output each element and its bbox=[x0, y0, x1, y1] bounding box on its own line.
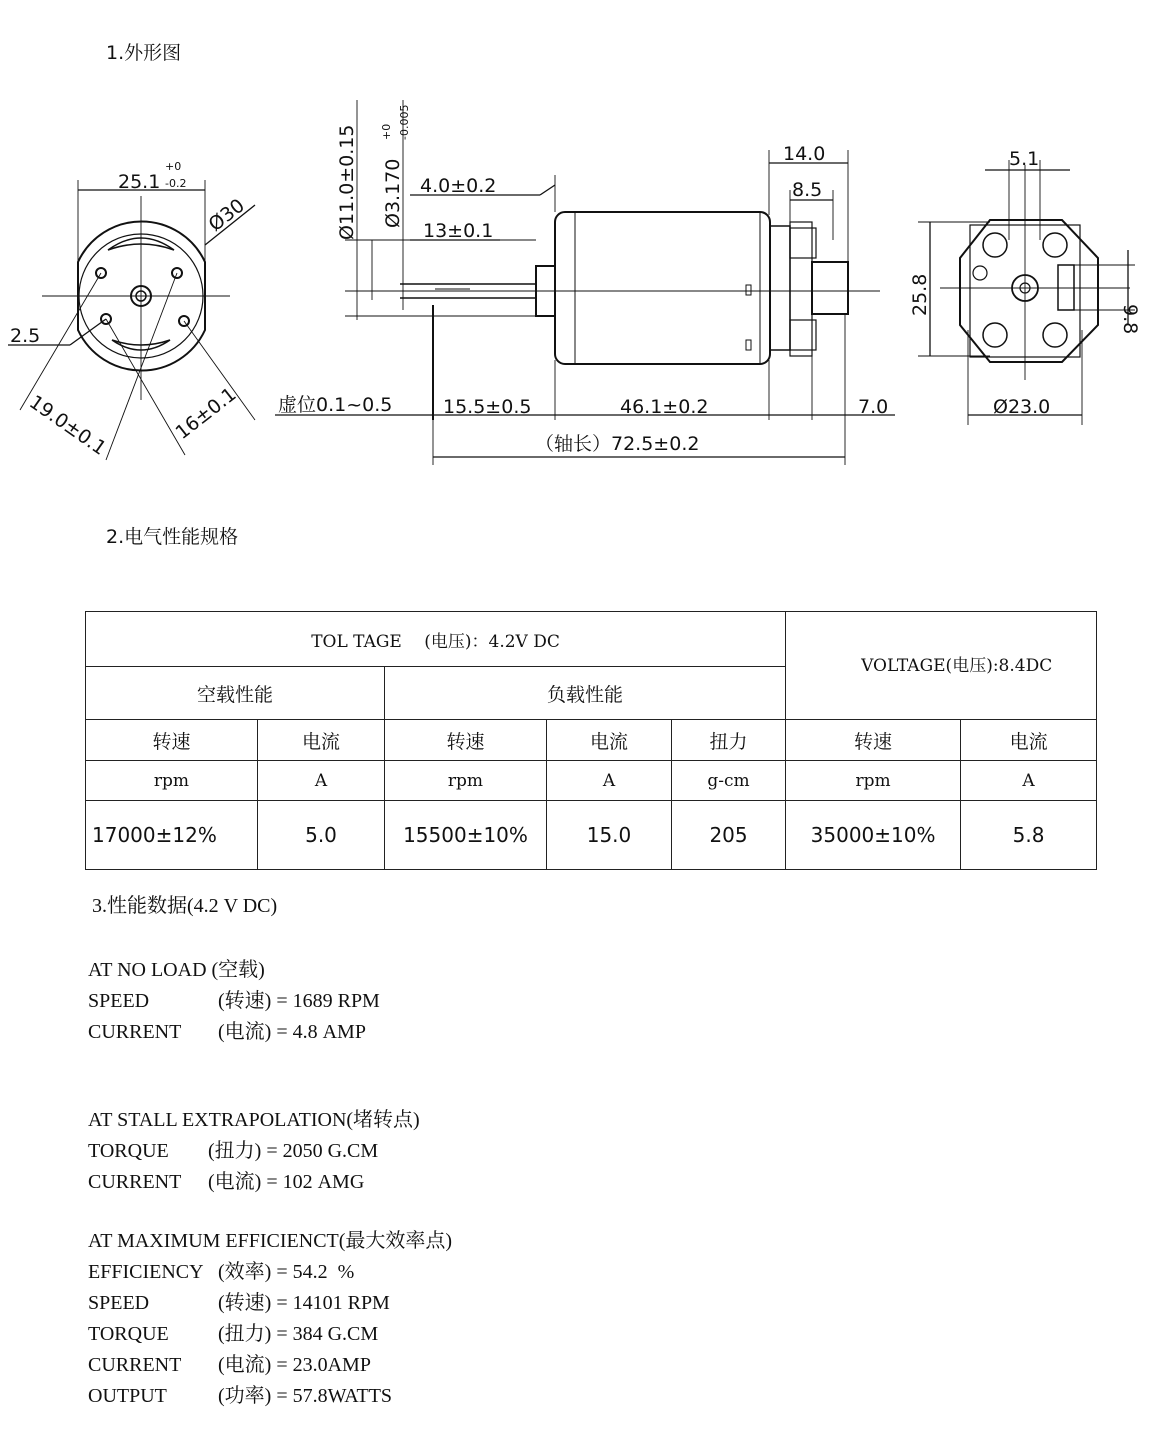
header-torque: 扭力 bbox=[672, 720, 786, 761]
rear-len-25-8: 25.8 bbox=[909, 273, 931, 316]
header-speed: 转速 bbox=[385, 720, 547, 761]
row-value: (转速) = 1689 RPM bbox=[218, 990, 380, 1012]
row-value: (转速) = 14101 RPM bbox=[218, 1292, 390, 1314]
no-load-header: 空载性能 bbox=[86, 667, 385, 720]
side-len-8-5: 8.5 bbox=[792, 179, 823, 201]
row-value: (扭力) = 384 G.CM bbox=[218, 1323, 379, 1345]
rear-len-9-8: 9.8 bbox=[1119, 304, 1141, 335]
unit-cell: A bbox=[547, 761, 672, 801]
row-label: CURRENT bbox=[88, 1171, 182, 1193]
data-row bbox=[88, 1257, 452, 1288]
data-row bbox=[88, 1319, 452, 1350]
voltage-4-2-header: TOL TAGE (电压)：4.2V DC bbox=[86, 612, 786, 667]
data-row bbox=[88, 1288, 452, 1319]
rear-dia-23: Ø23.0 bbox=[993, 396, 1051, 418]
row-value: (电流) = 23.0AMP bbox=[218, 1354, 371, 1376]
data-row bbox=[88, 1350, 452, 1381]
side-len-15-5: 15.5±0.5 bbox=[443, 396, 532, 418]
front-diameter-label: Ø30 bbox=[204, 194, 249, 236]
data-row bbox=[88, 1167, 420, 1198]
row-label: CURRENT bbox=[88, 1354, 182, 1376]
section1-title: 1.外形图 bbox=[106, 42, 182, 64]
value-cell: 5.8 bbox=[961, 801, 1097, 870]
unit-cell: g-cm bbox=[672, 761, 786, 801]
side-shaft-dia: Ø3.170 bbox=[382, 158, 404, 228]
side-shaft-tol-lower: -0.005 bbox=[398, 104, 411, 140]
value-cell: 15500±10% bbox=[385, 801, 547, 870]
row-value: (扭力) = 2050 G.CM bbox=[208, 1140, 379, 1162]
side-len-14: 14.0 bbox=[783, 143, 826, 165]
load-header: 负载性能 bbox=[385, 667, 786, 720]
value-cell: 15.0 bbox=[547, 801, 672, 870]
front-width-tol-lower: -0.2 bbox=[165, 177, 187, 190]
side-boss-dia: Ø11.0±0.15 bbox=[336, 124, 358, 240]
side-len-46-1: 46.1±0.2 bbox=[620, 396, 709, 418]
row-label: SPEED bbox=[88, 990, 150, 1012]
value-cell: 35000±10% bbox=[786, 801, 961, 870]
data-row bbox=[88, 1136, 420, 1167]
data-row bbox=[88, 1017, 380, 1048]
header-current: 电流 bbox=[961, 720, 1097, 761]
stall-heading: AT STALL EXTRAPOLATION(堵转点) bbox=[88, 1109, 420, 1131]
value-cell: 5.0 bbox=[258, 801, 385, 870]
row-label: CURRENT bbox=[88, 1021, 182, 1043]
rear-len-5-1: 5.1 bbox=[1009, 148, 1040, 170]
no-load-heading: AT NO LOAD (空载) bbox=[88, 959, 265, 981]
side-shaft-total: （轴长）72.5±0.2 bbox=[535, 433, 700, 455]
outline-drawing bbox=[0, 0, 1157, 500]
row-value: (功率) = 57.8WATTS bbox=[218, 1385, 393, 1407]
value-cell: 17000±12% bbox=[86, 801, 258, 870]
unit-cell: rpm bbox=[385, 761, 547, 801]
section3-title: 3.性能数据(4.2 V DC) bbox=[92, 895, 278, 917]
side-virtual: 虚位0.1~0.5 bbox=[278, 394, 393, 416]
max-efficiency-block bbox=[88, 1226, 452, 1412]
front-width-tol-upper: +0 bbox=[165, 160, 182, 173]
unit-cell: rpm bbox=[86, 761, 258, 801]
data-row bbox=[88, 986, 380, 1017]
max-efficiency-heading: AT MAXIMUM EFFICIENCT(最大效率点) bbox=[88, 1230, 453, 1252]
row-value: (效率) = 54.2 % bbox=[218, 1261, 355, 1283]
side-len-7: 7.0 bbox=[858, 396, 889, 418]
front-width-label: 25.1 bbox=[118, 171, 161, 193]
rear-view bbox=[918, 160, 1135, 425]
electrical-spec-table bbox=[85, 611, 1097, 870]
stall-block bbox=[88, 1105, 420, 1198]
voltage-8-4-header: VOLTAGE(电压):8.4DC bbox=[786, 612, 1097, 720]
section2-title: 2.电气性能规格 bbox=[106, 526, 239, 548]
unit-cell: A bbox=[258, 761, 385, 801]
row-label: OUTPUT bbox=[88, 1385, 167, 1407]
row-label: TORQUE bbox=[88, 1140, 169, 1162]
header-speed: 转速 bbox=[86, 720, 258, 761]
row-value: (电流) = 102 AMG bbox=[208, 1171, 365, 1193]
side-flat-len2: 13±0.1 bbox=[423, 220, 494, 242]
header-current: 电流 bbox=[547, 720, 672, 761]
row-label: SPEED bbox=[88, 1292, 150, 1314]
front-hole-spacing-2: 16±0.1 bbox=[171, 383, 241, 444]
front-offset-label: 2.5 bbox=[10, 325, 41, 347]
data-row bbox=[88, 1381, 452, 1412]
unit-cell: A bbox=[961, 761, 1097, 801]
side-flat-len: 4.0±0.2 bbox=[420, 175, 497, 197]
side-shaft-tol-upper: +0 bbox=[380, 123, 393, 140]
header-speed: 转速 bbox=[786, 720, 961, 761]
unit-cell: rpm bbox=[786, 761, 961, 801]
value-cell: 205 bbox=[672, 801, 786, 870]
front-hole-spacing-1: 19.0±0.1 bbox=[25, 391, 111, 460]
row-label: TORQUE bbox=[88, 1323, 169, 1345]
no-load-block bbox=[88, 955, 380, 1048]
header-current: 电流 bbox=[258, 720, 385, 761]
row-value: (电流) = 4.8 AMP bbox=[218, 1021, 366, 1043]
row-label: EFFICIENCY bbox=[88, 1261, 204, 1283]
